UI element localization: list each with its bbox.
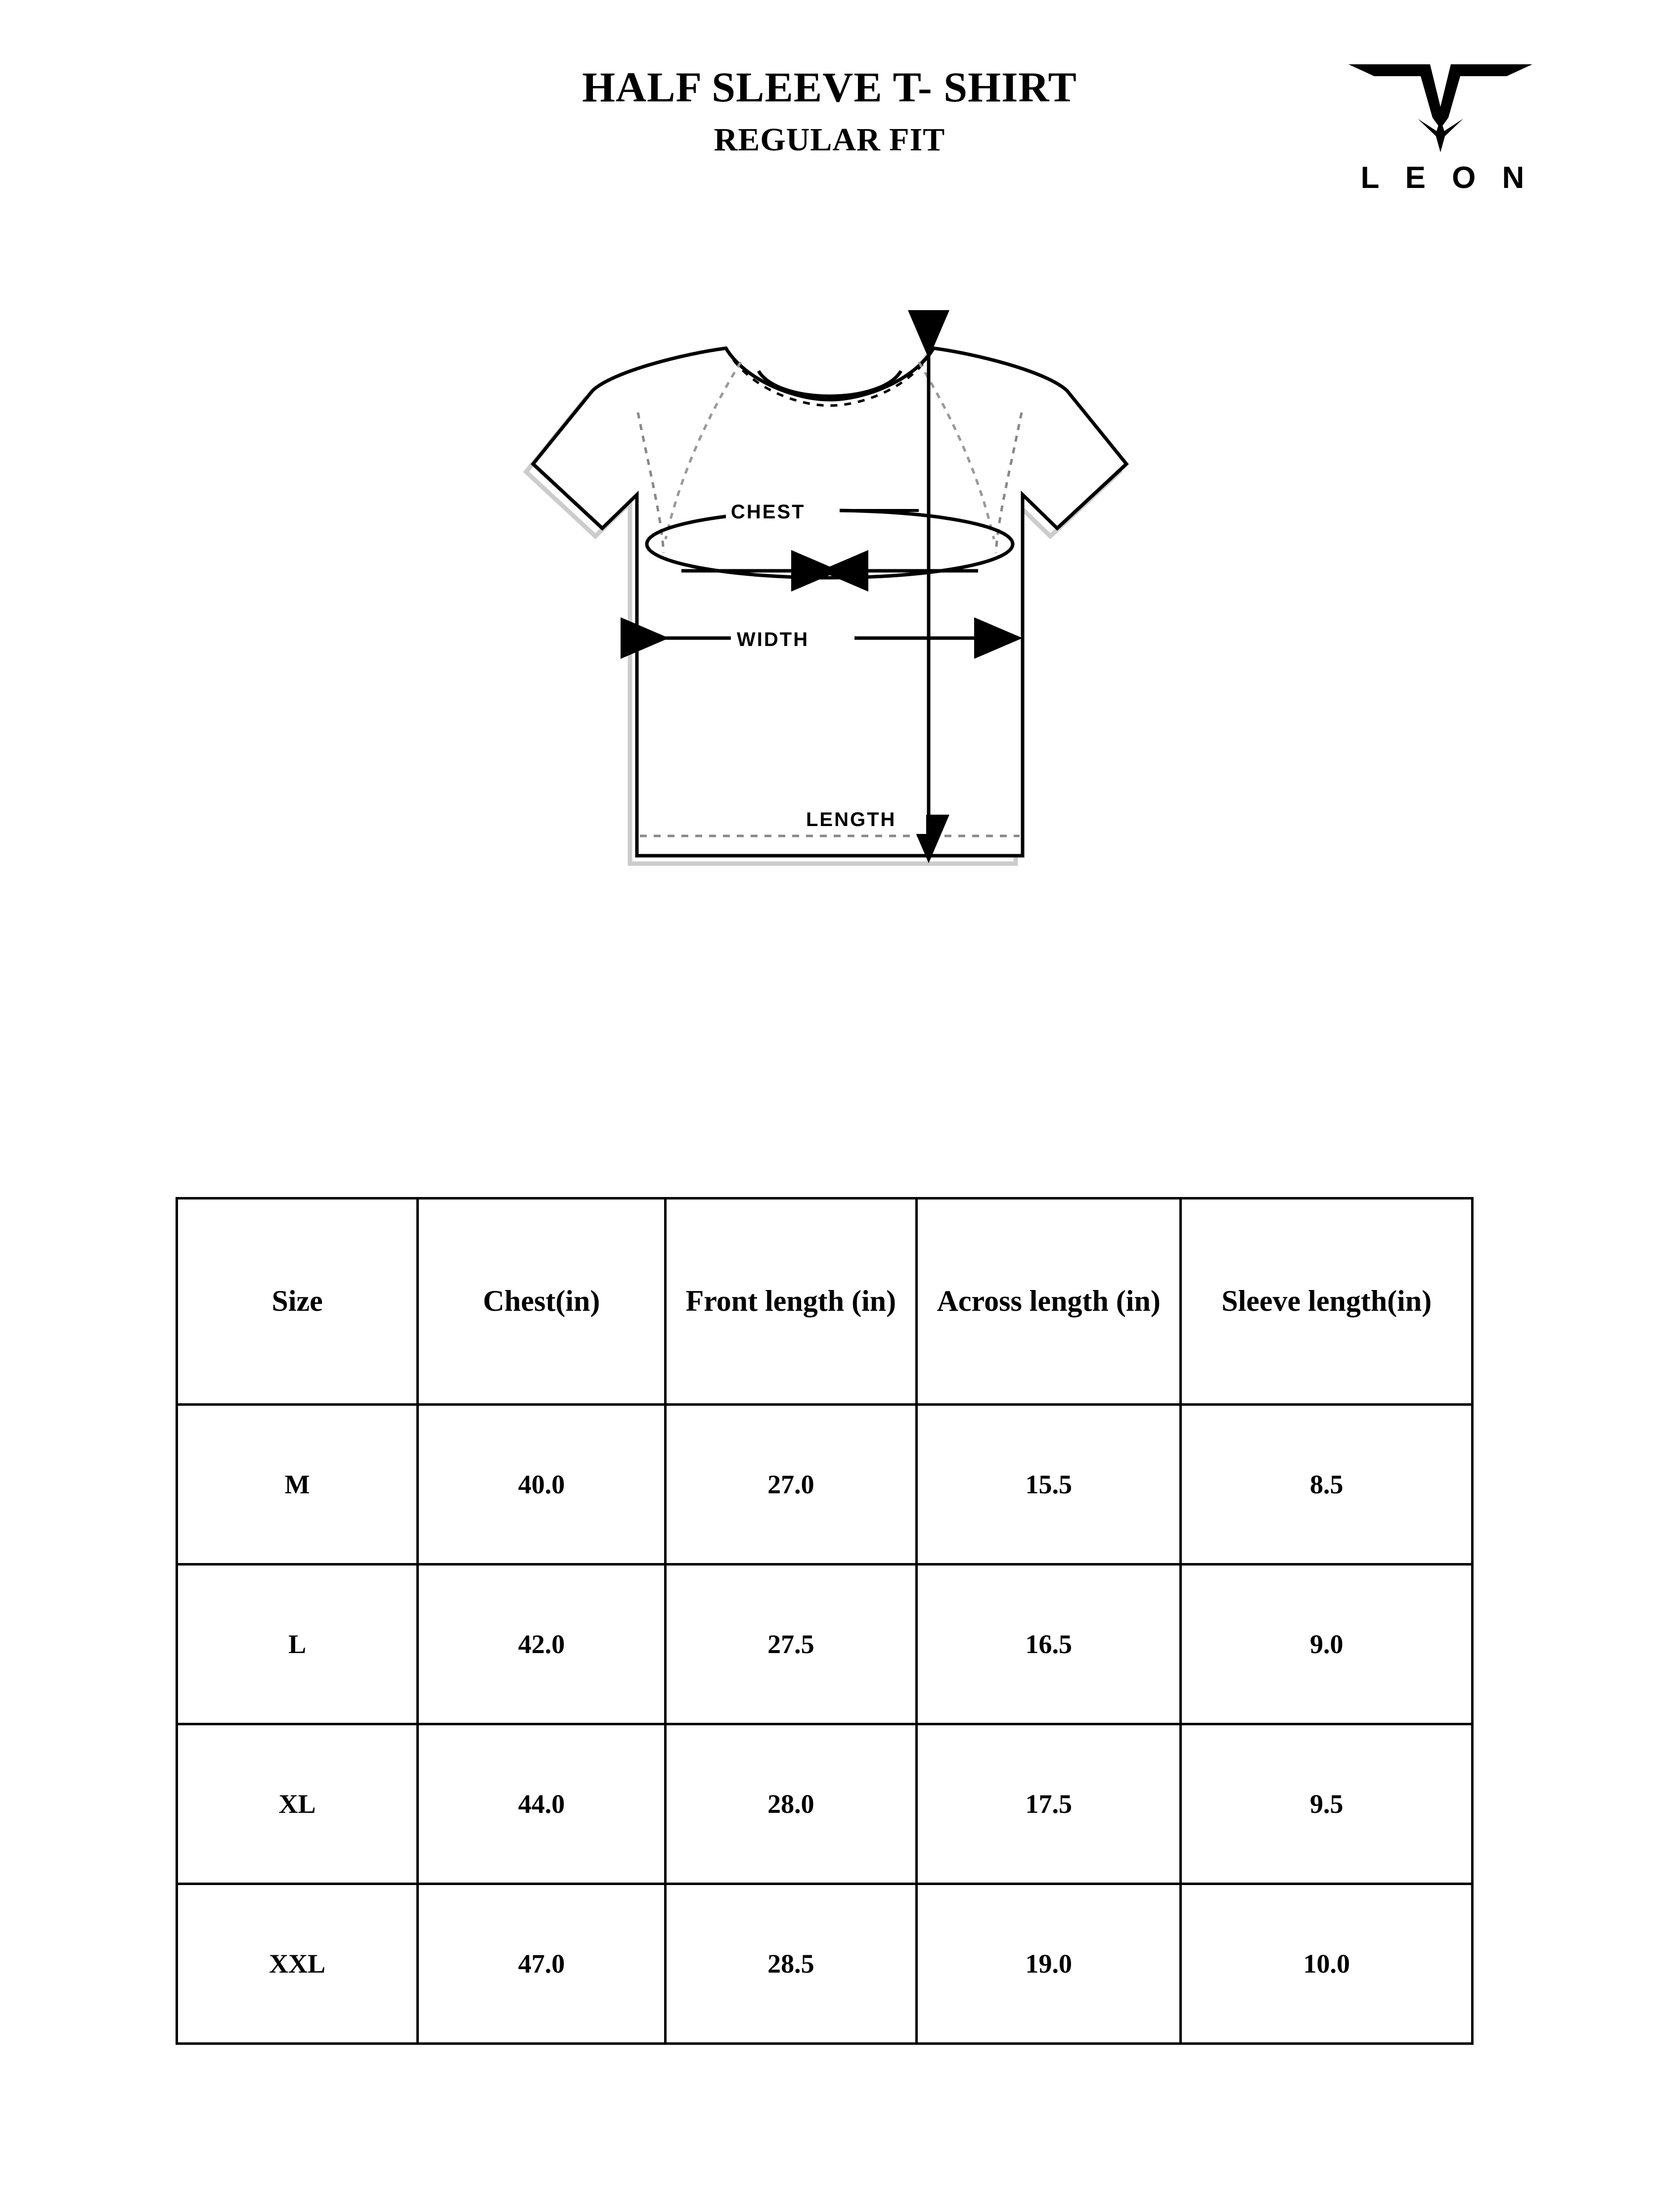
brand-logo bbox=[1339, 59, 1546, 208]
header-across-length: Across length (in) bbox=[916, 1198, 1180, 1405]
header-front-length: Front length (in) bbox=[665, 1198, 916, 1405]
cell-across: 17.5 bbox=[916, 1724, 1180, 1884]
header-size: Size bbox=[177, 1198, 418, 1405]
table-row bbox=[177, 1565, 1473, 1724]
length-label: LENGTH bbox=[806, 809, 896, 830]
cell-chest: 44.0 bbox=[418, 1724, 665, 1884]
cell-across: 19.0 bbox=[916, 1884, 1180, 2044]
tshirt-diagram bbox=[0, 307, 1659, 1177]
header-chest: Chest(in) bbox=[418, 1198, 665, 1405]
cell-chest: 42.0 bbox=[418, 1565, 665, 1724]
table-row bbox=[177, 1724, 1473, 1884]
cell-chest: 47.0 bbox=[418, 1884, 665, 2044]
cell-chest: 40.0 bbox=[418, 1405, 665, 1565]
size-chart-table bbox=[176, 1197, 1474, 2045]
cell-size: M bbox=[177, 1405, 418, 1565]
cell-sleeve: 9.0 bbox=[1181, 1565, 1473, 1724]
table-header-row bbox=[177, 1198, 1473, 1405]
brand-name: L E O N bbox=[1360, 161, 1533, 195]
leon-bird-icon bbox=[1339, 59, 1546, 158]
cell-across: 16.5 bbox=[916, 1565, 1180, 1724]
cell-sleeve: 9.5 bbox=[1181, 1724, 1473, 1884]
cell-front: 28.0 bbox=[665, 1724, 916, 1884]
cell-sleeve: 10.0 bbox=[1181, 1884, 1473, 2044]
page-subtitle: REGULAR FIT bbox=[714, 121, 945, 158]
cell-sleeve: 8.5 bbox=[1181, 1405, 1473, 1565]
page-title: HALF SLEEVE T- SHIRT bbox=[582, 63, 1077, 111]
cell-front: 28.5 bbox=[665, 1884, 916, 2044]
table-row bbox=[177, 1884, 1473, 2044]
width-label: WIDTH bbox=[736, 629, 809, 650]
cell-size: XXL bbox=[177, 1884, 418, 2044]
cell-across: 15.5 bbox=[916, 1405, 1180, 1565]
chest-label: CHEST bbox=[730, 501, 806, 523]
header-sleeve-length: Sleeve length(in) bbox=[1181, 1198, 1473, 1405]
cell-size: L bbox=[177, 1565, 418, 1724]
size-chart-table-wrap bbox=[176, 1197, 1474, 2045]
cell-size: XL bbox=[177, 1724, 418, 1884]
cell-front: 27.5 bbox=[665, 1565, 916, 1724]
table-row bbox=[177, 1405, 1473, 1565]
cell-front: 27.0 bbox=[665, 1405, 916, 1565]
page-header bbox=[0, 0, 1659, 247]
